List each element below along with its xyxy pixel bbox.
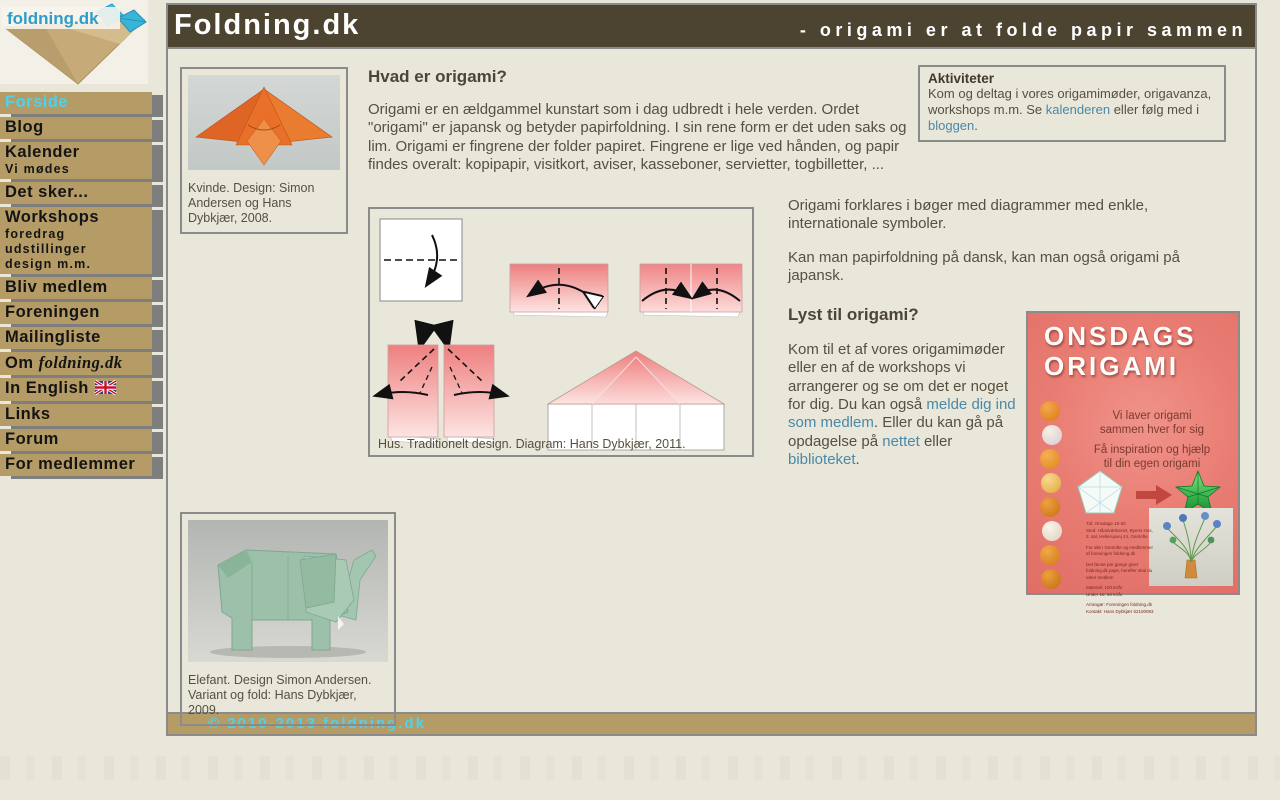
kvinde-origami-image — [188, 75, 340, 170]
sidebar-item-label: For medlemmer — [5, 455, 136, 473]
origami-ball-icon — [1040, 545, 1060, 565]
figure-onsdags-origami-poster — [1026, 311, 1240, 614]
biblioteket-link[interactable]: biblioteket — [788, 450, 856, 468]
sidebar-item-label: Workshops — [5, 208, 100, 226]
page-title: Foldning.dk — [174, 9, 361, 41]
hus-diagram-image — [370, 209, 752, 455]
sidebar-item-label: Kalender — [5, 143, 80, 161]
meld-dig-ind-link[interactable]: melde dig ind som medlem — [788, 396, 1016, 432]
uk-flag-icon — [95, 380, 116, 399]
sidebar-item-label: Foreningen — [5, 303, 100, 321]
sidebar-item-label: Bliv medlem — [5, 278, 108, 296]
figure-caption: Hus. Traditionelt design. Diagram: Hans Dybkjær, 2011. — [378, 437, 686, 451]
page-tagline: - origami er at folde papir sammen — [799, 20, 1247, 40]
page-header — [166, 3, 1257, 49]
sidebar-item-for-medlemmer[interactable] — [0, 454, 152, 476]
origami-ball-icon — [1041, 569, 1061, 589]
paragraph: Origami forklares i bøger med diagrammer med enkle, internationale symboler. — [788, 197, 1149, 233]
sidebar-item-mailingliste[interactable] — [0, 327, 152, 349]
origami-ball-icon — [1040, 401, 1060, 421]
sidebar-item-links[interactable] — [0, 404, 152, 426]
copyright-text: © 2010-2013 foldning.dk — [208, 715, 426, 732]
lyst-text: . Eller du kan gå på opdagelse på — [788, 414, 1004, 450]
sidebar-item-forside[interactable] — [0, 92, 152, 114]
origami-ball-icon — [1040, 497, 1060, 517]
sidebar-item-sublabel: udstillinger — [5, 242, 87, 256]
sidebar-item-workshops[interactable] — [0, 207, 152, 274]
paragraph: Kan man papirfoldning på dansk, kan man også origami på japansk. — [788, 248, 1180, 284]
sidebar-item-sublabel: design m.m. — [5, 257, 92, 271]
sidebar-item-label: Forum — [5, 430, 59, 448]
section-body: Origami er en ældgammel kunstart som i dag udbredt i hele verden. Ordet "origami" er japansk og betyder papirfoldning. I sin rene form er det uden saks og lim. Origami er fingrene der folder papiret. Fingrene er lige ved hånden, og papir findes overalt: kopipapir, visitkort, aviser, kasseboner, servietter, togbilletter, ... — [368, 101, 907, 173]
sidebar-item-in-english[interactable] — [0, 378, 152, 401]
lyst-text: . — [855, 450, 860, 468]
sidebar-item-det-sker[interactable] — [0, 182, 152, 204]
paragraph — [788, 341, 1018, 469]
logo-text: foldning.dk — [7, 9, 99, 28]
sidebar-item-kalender[interactable] — [0, 142, 152, 179]
figure-caption: Elefant. Design Simon Andersen. Variant og fold: Hans Dybkjær, 2009. — [188, 673, 372, 717]
elefant-origami-image — [188, 520, 388, 662]
page-column — [166, 3, 1257, 736]
poster-subtitle: Vi laver origami sammen hver for sig Få inspiration og hjælp til din egen origami — [1093, 410, 1211, 470]
sidebar-item-om-foldning[interactable] — [0, 352, 152, 375]
sidebar-item-label: Forside — [5, 93, 69, 111]
bloggen-link[interactable]: bloggen — [928, 117, 975, 133]
aktiviteter-text: eller følg med i — [1110, 101, 1199, 117]
sidebar-item-bliv-medlem[interactable] — [0, 277, 152, 299]
sidebar-item-label-italic: foldning.dk — [38, 353, 123, 372]
background-texture — [0, 756, 1280, 780]
sidebar-item-label: Mailingliste — [5, 328, 101, 346]
main-content — [166, 49, 1257, 717]
figure-elefant — [180, 512, 396, 726]
origami-ball-icon — [1042, 425, 1062, 445]
sidebar-item-sublabel: foredrag — [5, 227, 66, 241]
sidebar-item-sublabel: Vi mødes — [5, 162, 70, 176]
origami-ball-icon — [1041, 473, 1061, 493]
aktiviteter-text: Kom og deltag i vores origamimøder, origavanza, workshops m.m. Se — [928, 86, 1212, 117]
sidebar-item-label: Links — [5, 405, 51, 423]
origami-ball-icon — [1042, 521, 1062, 541]
section-heading: Hvad er origami? — [368, 67, 507, 86]
sidebar-menu — [0, 92, 165, 479]
lyst-text: Kom til et af vores origamimøder eller en af de workshops vi arrangerer og se om det er noget for dig. Du kan også — [788, 341, 1009, 414]
aktiviteter-heading: Aktiviteter — [928, 71, 995, 86]
onsdags-origami-poster-image — [1028, 313, 1238, 614]
section-hvad-er-origami — [368, 67, 908, 174]
sidebar-item-label: Det sker... — [5, 183, 89, 201]
figure-caption: Kvinde. Design: Simon Andersen og Hans Dybkjær, 2008. — [188, 181, 315, 225]
figure-kvinde — [180, 67, 348, 234]
sidebar-item-forum[interactable] — [0, 429, 152, 451]
sidebar-item-label: Om — [5, 354, 34, 372]
section-heading: Lyst til origami? — [788, 305, 919, 325]
aktiviteter-text: . — [974, 117, 978, 133]
figure-hus-diagram — [368, 207, 754, 457]
aktiviteter-box — [918, 65, 1226, 142]
sidebar-item-blog[interactable] — [0, 117, 152, 139]
folded-paper-logo-image — [0, 0, 148, 84]
site-logo[interactable] — [0, 0, 148, 84]
nettet-link[interactable]: nettet — [882, 432, 920, 450]
poster-small-print: Tid: Onsdage 15-20 Sted: Håndværkeriet, Byens Hus, 3. sal, Hellerupvej 24, Gentofte For alle i Gentofte og medlemmer af foreningen foldning.dk Det første par gange giver foldning.dk papir, herefter skal du være medlem Materiel: 100 kr/år Under 18: 50 kr/år Arrangør: Foreningen foldning.dk Kontakt: Hans Dybkjær 52100083 — [1086, 521, 1154, 614]
kalenderen-link[interactable]: kalenderen — [1045, 101, 1111, 117]
sidebar-item-label: Blog — [5, 118, 44, 136]
lyst-text: eller — [919, 432, 953, 450]
origami-ball-icon — [1040, 449, 1060, 469]
sidebar-item-label: In English — [5, 379, 89, 397]
poster-title: ONSDAGS ORIGAMI — [1044, 321, 1197, 381]
sidebar-item-foreningen[interactable] — [0, 302, 152, 324]
